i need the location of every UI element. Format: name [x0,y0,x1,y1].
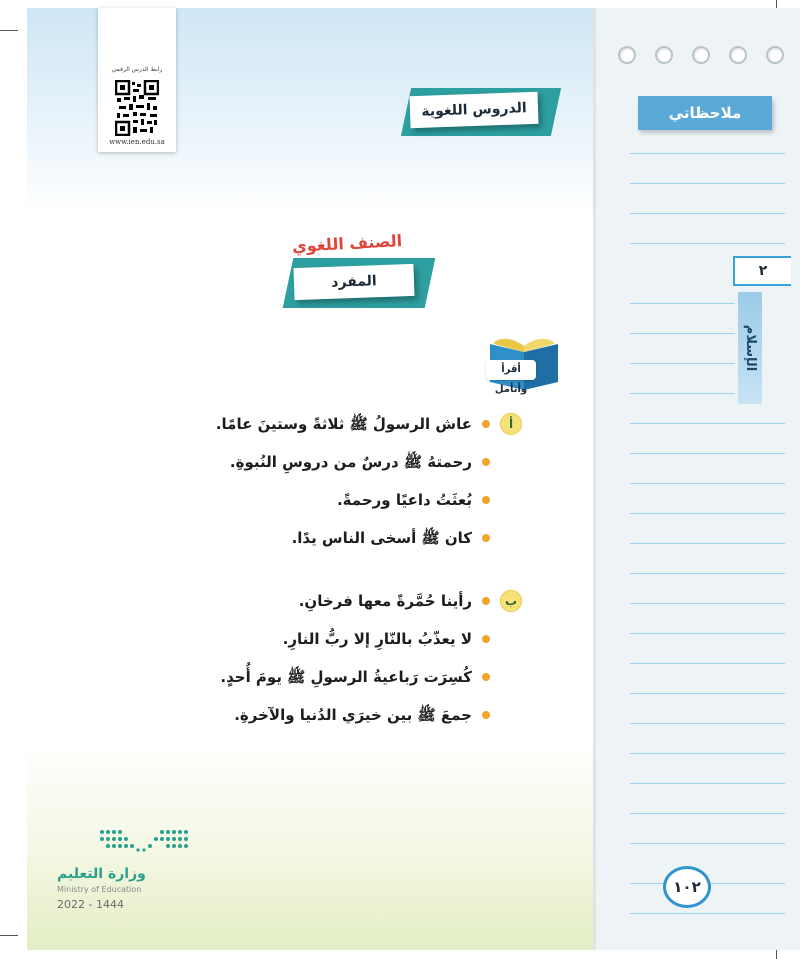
ministry-name: وزارة التعليم [57,866,146,882]
unit-name-strip [738,292,762,404]
notes-line [630,813,785,814]
notes-line [630,303,735,304]
example-line: كُسِرَت رَباعيةُ الرسولِ ﷺ يومَ أُحدٍ. [220,668,472,686]
unit-number-tab[interactable]: ٢ [733,256,791,286]
group-a-mark: أ [500,413,522,435]
qr-caption: رابط الدرس الرقمي [111,66,163,73]
group-b-mark: ب [500,590,522,612]
notes-line [630,363,735,364]
bullet-icon [482,534,490,542]
example-line: بُعثَتُ داعيًا ورحمةً. [336,491,472,509]
ministry-logo-icon [98,826,190,856]
page-number: ١٠٢ [663,866,711,908]
notes-line [630,693,785,694]
bullet-icon [482,635,490,643]
example-line: جمعَ ﷺ بين خيرَي الدُنيا والآخرةِ. [234,706,472,724]
notes-line [630,423,785,424]
example-line: رحمتهُ ﷺ درسٌ من دروسِ النُبوةِ. [229,453,472,471]
crop-mark [0,935,18,936]
notes-line [630,453,785,454]
category-label: الصنف اللغوي [291,231,403,256]
notes-line [630,213,785,214]
notes-line [630,513,785,514]
topic-title: المفرد [293,264,414,300]
binder-hole-icon [618,46,636,64]
qr-code-icon [115,80,159,136]
read-reflect-label: أقرأ وأتأمل [486,360,536,380]
edition-year: 2022 - 1444 [57,898,124,911]
notes-line [630,573,785,574]
crop-mark [0,30,18,31]
topic-banner [282,254,432,314]
notes-line [630,483,785,484]
notes-title: ملاحظاتي [638,96,772,130]
notes-line [630,393,735,394]
bullet-icon [482,673,490,681]
binder-hole-icon [729,46,747,64]
notes-line [630,843,785,844]
bullet-icon [482,711,490,719]
example-line: عاش الرسولُ ﷺ ثلاثةً وستينَ عامًا. [215,415,472,433]
lessons-title: الدروس اللغوية [409,92,538,128]
bullet-icon [482,597,490,605]
lessons-banner [398,82,558,142]
example-line: رأينا حُمَّرةً معها فرخانِ. [298,592,472,610]
ministry-name-en: Ministry of Education [57,885,142,894]
notes-line [630,603,785,604]
notes-line [630,153,785,154]
qr-card[interactable] [98,8,176,152]
binder-hole-icon [766,46,784,64]
bullet-icon [482,496,490,504]
unit-name: الإسلام [743,324,758,372]
notes-panel [593,8,800,950]
binder-hole-icon [692,46,710,64]
example-line: كان ﷺ أسخى الناس يدًا. [291,529,472,547]
notes-line [630,663,785,664]
notes-line [630,913,785,914]
example-line: لا يعذّبُ بالنّارِ إلا ربُّ النارِ. [282,630,472,648]
bullet-icon [482,458,490,466]
notes-line [630,243,785,244]
notes-line [630,723,785,724]
bullet-icon [482,420,490,428]
notes-line [630,633,785,634]
notes-line [630,783,785,784]
notes-line [630,753,785,754]
notes-line [630,543,785,544]
binder-hole-icon [655,46,673,64]
notes-line [630,333,735,334]
notes-line [630,183,785,184]
qr-url[interactable]: www.ien.edu.sa [109,138,165,146]
